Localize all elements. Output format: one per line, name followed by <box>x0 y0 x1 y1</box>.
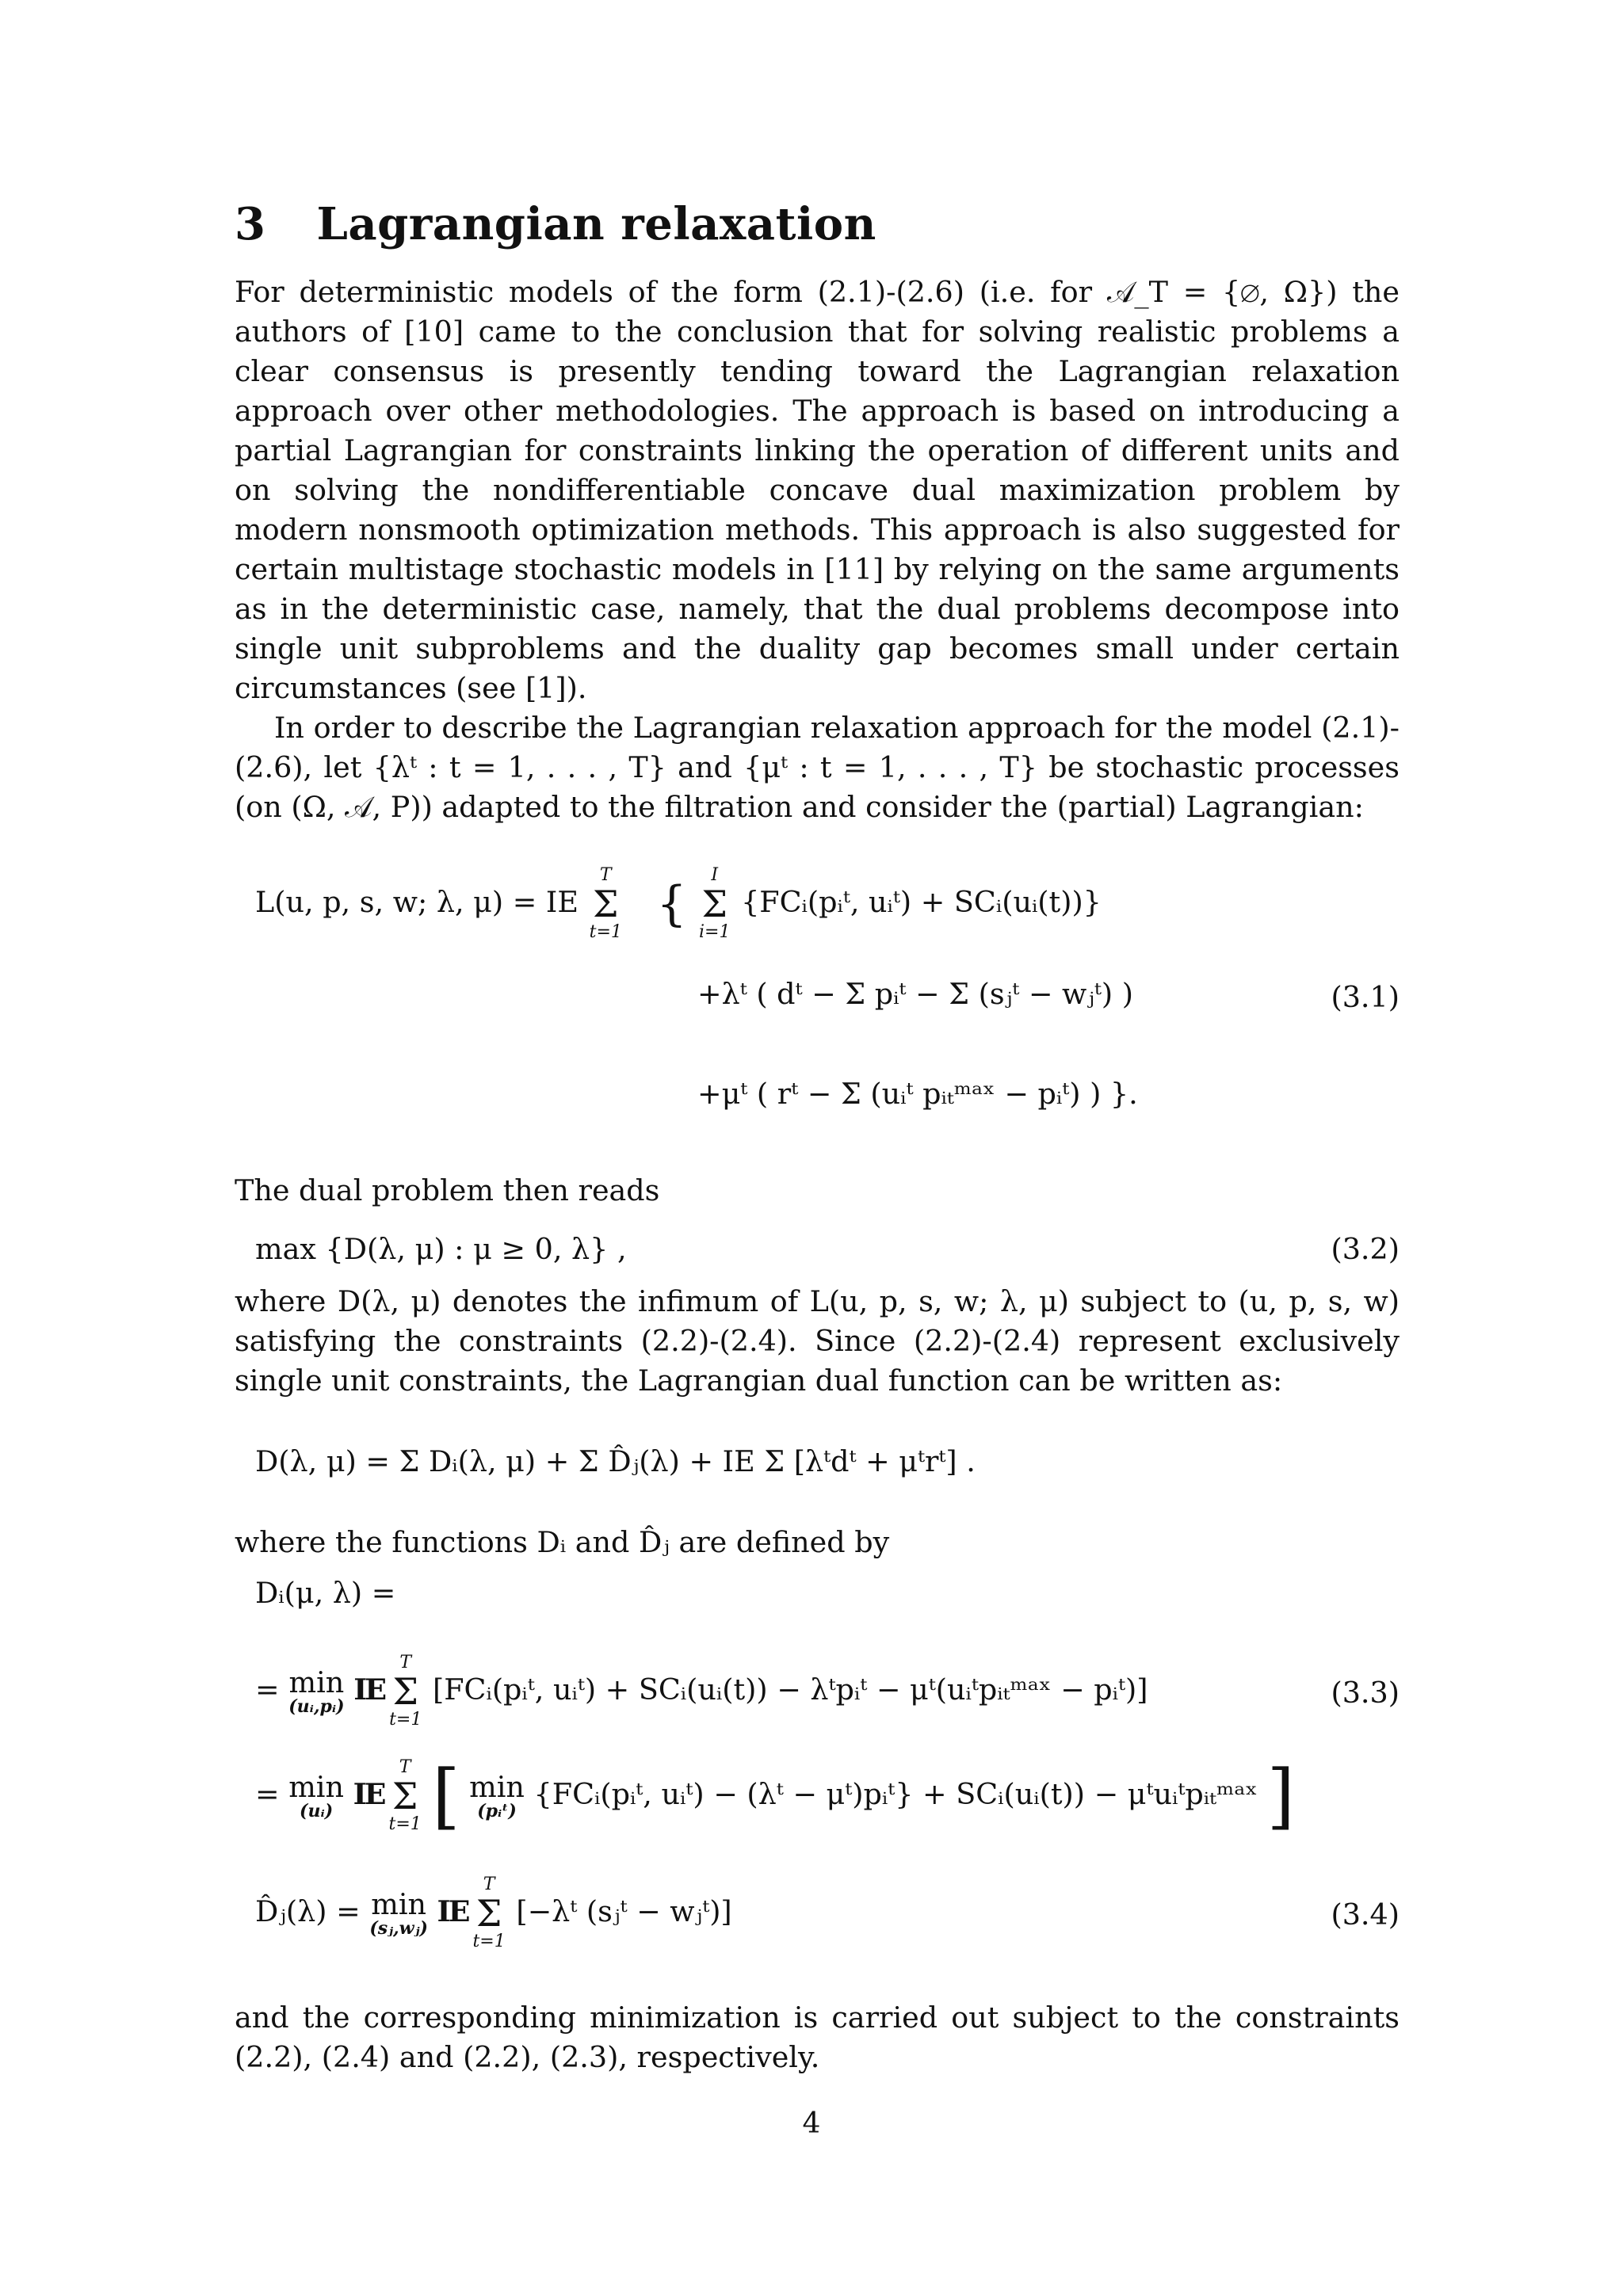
equation-3-2-body: max {D(λ, μ) : μ ≥ 0, λ} , <box>255 1232 627 1266</box>
paragraph-closing: and the corresponding minimization is carried out subject to the constraints (2.2), (2.4) and (2.2), (2.3), respectively. <box>235 2000 1400 2074</box>
equation-3-3-line-2: = min (uᵢ) IE T Σ t=1 [ min (pᵢᵗ) {FCᵢ(pᵢᵗ, uᵢᵗ) − (λᵗ − μᵗ)pᵢᵗ} + SCᵢ(uᵢ(t)) − μᵗuᵢᵗpᵢₜᵐᵃˣ ] <box>255 1754 1295 1838</box>
equation-3-1-lhs: L(u, p, s, w; λ, μ) = IE T Σ t=1 { <box>255 865 687 943</box>
paragraph-functions-defined: where the functions Dᵢ and D̂ⱼ are defined by <box>235 1525 890 1559</box>
equation-dual-function <box>235 1420 1400 1507</box>
equation-number-3-3: (3.3) <box>1331 1676 1400 1710</box>
equation-3-1 <box>235 848 1400 1165</box>
equation-3-3 <box>235 1573 1400 1867</box>
equation-3-3-line-1: = min (uᵢ,pᵢ) IE T Σ t=1 [FCᵢ(pᵢᵗ, uᵢᵗ) + SCᵢ(uᵢ(t)) − λᵗpᵢᵗ − μᵗ(uᵢᵗpᵢₜᵐᵃˣ − pᵢᵗ)] <box>255 1653 1148 1730</box>
equation-dual-function-body: D(λ, μ) = Σ Dᵢ(λ, μ) + Σ D̂ⱼ(λ) + IE Σ [λᵗdᵗ + μᵗrᵗ] . <box>255 1444 976 1478</box>
equation-3-1-line-2: +λᵗ ( dᵗ − Σ pᵢᵗ − Σ (sⱼᵗ − wⱼᵗ) ) <box>697 977 1133 1011</box>
equation-number-3-1: (3.1) <box>1331 980 1400 1014</box>
section-title: Lagrangian relaxation <box>316 198 876 250</box>
section-heading <box>235 198 1400 250</box>
section-number: 3 <box>235 198 266 250</box>
page-number: 4 <box>802 2107 821 2140</box>
paragraph-dual-function: where D(λ, μ) denotes the infimum of L(u, p, s, w; λ, μ) subject to (u, p, s, w) satisfying the constraints (2.2)-(2.4). Since (2.2)-(2.4) represent exclusively single unit constraints, the Lagrangian dual function can be written as: <box>235 1284 1400 1398</box>
equation-3-1-line-1: I Σ i=1 {FCᵢ(pᵢᵗ, uᵢᵗ) + SCᵢ(uᵢ(t))} <box>699 865 1102 943</box>
equation-3-4-body: D̂ⱼ(λ) = min (sⱼ,wⱼ) IE T Σ t=1 [−λᵗ (sⱼᵗ − wⱼᵗ)] <box>255 1875 732 1952</box>
paragraph-intro: For deterministic models of the form (2.1)-(2.6) (i.e. for 𝒜_T = {∅, Ω}) the authors of [10] came to the conclusion that for solving realistic problems a clear consensus is presently tending toward the Lagrangian relaxation approach over other methodologies. The approach is based on introducing a partial Lagrangian for constraints linking the operation of different units and on solving the nondifferentiable concave dual maximization problem by modern nonsmooth optimization methods. This approach is also suggested for certain multistage stochastic models in [11] by relying on the same arguments as in the deterministic case, namely, that the dual problems decompose into single unit subproblems and the duality gap becomes small under certain circumstances (see [1]). <box>235 275 1400 705</box>
paragraph-dual-problem: The dual problem then reads <box>235 1173 660 1207</box>
equation-number-3-2: (3.2) <box>1331 1232 1400 1266</box>
equation-3-4 <box>235 1867 1400 1985</box>
equation-number-3-4: (3.4) <box>1331 1897 1400 1932</box>
equation-3-3-line-0: Dᵢ(μ, λ) = <box>255 1576 396 1610</box>
equation-3-2 <box>235 1230 1400 1274</box>
page-content <box>235 198 1400 2077</box>
equation-3-1-line-3: +μᵗ ( rᵗ − Σ (uᵢᵗ pᵢₜᵐᵃˣ − pᵢᵗ) ) }. <box>697 1077 1138 1111</box>
paragraph-lagrangian: In order to describe the Lagrangian relaxation approach for the model (2.1)-(2.6), let {λᵗ : t = 1, . . . , T} and {μᵗ : t = 1, . . . , T} be stochastic processes (on (Ω, 𝒜, P)) adapted to the filtration and consider the (partial) Lagrangian: <box>235 711 1400 824</box>
